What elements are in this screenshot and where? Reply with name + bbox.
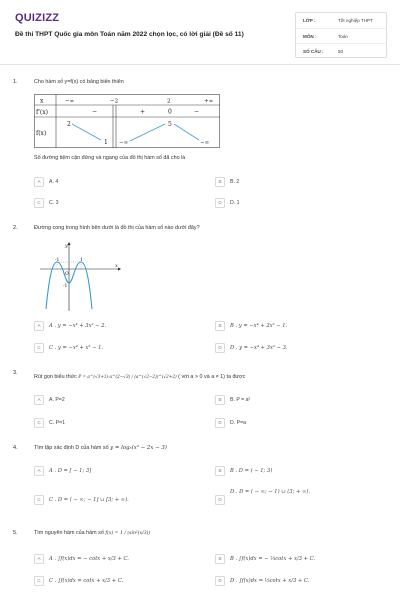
option-text: D . D = ( − ∞; − 1) ∪ (3; + ∞). [230, 488, 310, 495]
question-expression: P = a^(√3+1)·a^(2−√3) / (a^(√2−2))^(√2+2) [78, 374, 177, 379]
option-text: B . y = −x⁴ + 2x² − 1. [230, 322, 288, 329]
option-label: D [215, 198, 225, 208]
question-number: 3. [13, 370, 18, 376]
option-label: C [34, 198, 44, 208]
graph-origin-label: O [65, 272, 69, 277]
table-f-value: 1 [104, 139, 108, 146]
question-lead: Rút gọn biểu thức [34, 374, 77, 380]
graph-y-label: y [65, 243, 68, 249]
question-condition: ( với a > 0 và a ≠ 1) ta được [178, 374, 246, 380]
table-x-value: −2 [110, 98, 119, 105]
option-label: D [215, 495, 225, 505]
question-text [34, 530, 150, 536]
meta-row-subject [296, 28, 386, 43]
option-label: A [34, 395, 44, 405]
option-text: C. P=1 [49, 419, 66, 426]
option-b[interactable] [215, 176, 239, 187]
question-text [34, 374, 245, 380]
question-text: Đường cong trong hình bên dưới là đồ thị của hàm số nào dưới đây? [34, 225, 200, 231]
decreasing-arrow [72, 124, 101, 140]
option-label: C [34, 576, 44, 586]
option-text: A . D = [ − 1; 3] [49, 467, 92, 474]
option-a[interactable] [34, 176, 58, 187]
option-b[interactable] [215, 465, 272, 476]
option-c[interactable] [34, 342, 103, 353]
question-text [34, 445, 167, 451]
option-text: D . y = −x⁴ + 3x² − 3. [230, 344, 288, 351]
option-label: C [34, 418, 44, 428]
question-text: Cho hàm số y=f(x) có bảng biến thiên [34, 79, 124, 85]
option-text: C . ∫f(x)dx = cotx + x/3 + C. [49, 577, 124, 584]
page-title: Đề thi THPT Quốc gia môn Toán năm 2022 chọn lọc, có lời giải (Đề số 11) [15, 31, 244, 38]
option-text: B. 2 [230, 178, 240, 185]
table-f-value: −∞ [200, 140, 210, 146]
question-lead: Tìm tập xác định D của hàm số [34, 445, 109, 451]
option-label: B [215, 321, 225, 331]
option-label: A [34, 554, 44, 564]
option-label: C [34, 343, 44, 353]
option-text: C . D = ( − ∞; − 1] ∪ [3; + ∞). [49, 496, 129, 503]
question-number: 2. [13, 225, 18, 231]
option-text: A . ∫f(x)dx = − cotx + x/3 + C. [49, 555, 129, 562]
variation-table [34, 94, 220, 148]
table-sign: + [140, 108, 146, 116]
option-text: A. P=2 [49, 396, 65, 403]
option-text: D . ∫f(x)dx = ⅓cotx + x/3 + C. [230, 577, 310, 584]
option-label: D [215, 418, 225, 428]
option-label: B [215, 466, 225, 476]
graph-tick-label: 1 [80, 258, 83, 263]
option-label: A [34, 177, 44, 187]
table-x-label: x [40, 97, 44, 105]
question-lead: Tìm nguyên hàm của hàm số [34, 530, 104, 536]
table-sign: 0 [168, 108, 172, 116]
table-x-value: +∞ [204, 98, 214, 105]
question-number: 4. [13, 445, 18, 451]
option-text: B. P = a² [230, 396, 251, 403]
table-f-label: f(x) [36, 130, 47, 137]
option-text: A . y = −x⁴ + 3x² − 2. [49, 322, 107, 329]
option-text: B . ∫f(x)dx = − ⅓cotx + x/3 + C. [230, 555, 316, 562]
meta-key: MÔN : [303, 33, 317, 39]
question-number: 5. [13, 530, 18, 536]
option-label: B [215, 395, 225, 405]
option-d[interactable] [215, 575, 309, 586]
option-a[interactable] [34, 394, 65, 405]
option-c[interactable] [34, 417, 65, 428]
table-f-value: −∞ [119, 140, 129, 146]
option-b[interactable] [215, 394, 250, 405]
option-b[interactable] [215, 553, 315, 564]
option-d[interactable] [215, 197, 240, 208]
table-fp-label: f'(x) [36, 109, 48, 116]
option-text: D. 1 [230, 199, 240, 206]
graph-x-label: x [115, 263, 118, 269]
option-text: C . y = −x⁴ + x² − 1. [49, 344, 104, 351]
graph-tick-label: -1 [63, 284, 68, 289]
question-expression: y = log₃(x² − 2x − 3) [110, 445, 167, 451]
option-label: D [215, 343, 225, 353]
table-sign: − [194, 108, 200, 116]
option-label: B [215, 554, 225, 564]
option-d[interactable] [215, 488, 310, 505]
meta-value: Toán [338, 33, 348, 39]
function-graph [38, 239, 122, 313]
option-text: A. 4 [49, 178, 59, 185]
header-divider [0, 64, 400, 65]
increasing-arrow [130, 124, 165, 141]
option-d[interactable] [215, 417, 246, 428]
option-label: B [215, 177, 225, 187]
question-expression: f(x) = 1 / (sin²(x/3)) [105, 531, 151, 536]
option-a[interactable] [34, 553, 129, 564]
meta-key: SỐ CÂU : [303, 48, 324, 54]
option-d[interactable] [215, 342, 288, 353]
option-c[interactable] [34, 494, 129, 505]
table-x-value: 2 [167, 98, 171, 105]
meta-value: 50 [338, 48, 344, 54]
option-label: A [34, 321, 44, 331]
option-a[interactable] [34, 465, 91, 476]
option-text: C. 3 [49, 199, 59, 206]
option-b[interactable] [215, 320, 287, 331]
option-a[interactable] [34, 320, 106, 331]
option-label: D [215, 576, 225, 586]
option-c[interactable] [34, 197, 59, 208]
meta-key: LỚP : [303, 18, 316, 23]
table-sign: − [92, 108, 98, 116]
option-label: C [34, 495, 44, 505]
meta-value: Tốt nghiệp THPT [338, 18, 373, 23]
option-text: B . D = ( − 1; 3) [230, 467, 273, 474]
table-f-value: 5 [168, 121, 172, 128]
question-subtext: Số đường tiệm cận đứng và ngang của đồ thị hàm số đã cho là [34, 155, 186, 161]
table-f-value: 2 [67, 121, 71, 128]
option-c[interactable] [34, 575, 123, 586]
meta-row-count [296, 43, 386, 58]
quizizz-logo: QUIZIZZ [15, 12, 60, 24]
table-x-value: −∞ [65, 98, 75, 105]
decreasing-arrow [174, 124, 199, 140]
option-label: A [34, 466, 44, 476]
graph-tick-label: -1 [55, 258, 60, 263]
meta-box [295, 12, 387, 58]
question-number: 1. [13, 79, 18, 85]
meta-row-class [296, 13, 386, 28]
option-text: D. P=a [230, 419, 247, 426]
